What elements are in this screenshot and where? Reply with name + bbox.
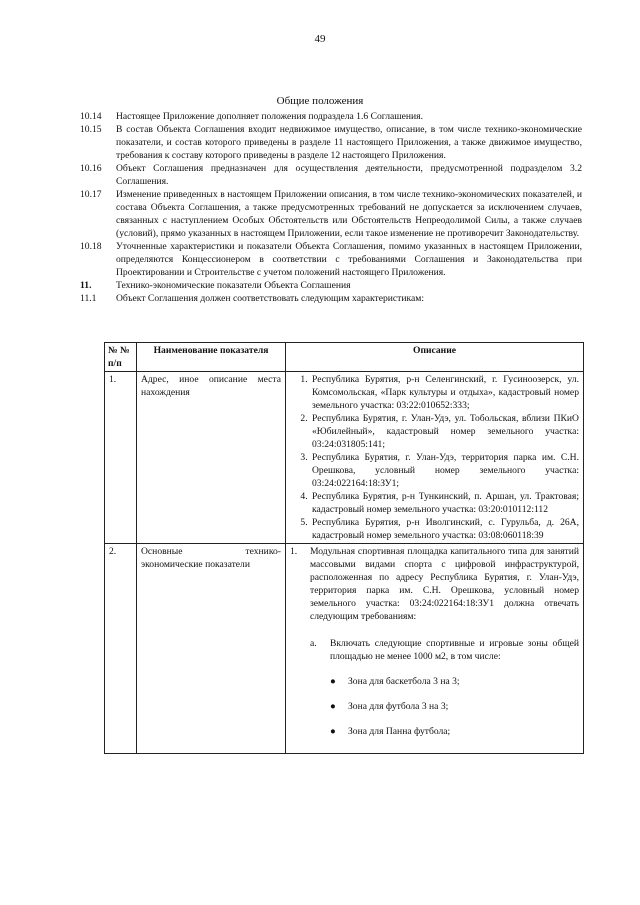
clause-11 xyxy=(80,279,582,292)
list-item: 4. Республика Бурятия, р-н Тункинский, п. Аршан, ул. Трактовая; кадастровый номер земельного участка: 03:20:010112:112 xyxy=(310,490,579,516)
list-item: 1. Республика Бурятия, р-н Селенгинский, г. Гусиноозерск, ул. Комсомольская, «Парк культуры и отдыха», кадастровый номер земельного участка: 03:22:010652:333; xyxy=(310,373,579,412)
clause-text: Объект Соглашения предназначен для осуществления деятельности, предусмотренной подразделом 3.2 Соглашения. xyxy=(116,163,582,187)
row-indicator-name: Основные технико-экономические показатели xyxy=(137,544,286,754)
list-item xyxy=(290,700,579,713)
clause-10-17 xyxy=(80,188,582,240)
row-description xyxy=(286,372,584,544)
clause-number: 11. xyxy=(80,280,92,291)
clause-10-16 xyxy=(80,162,582,188)
sub-requirement-text: Включать следующие спортивные и игровые зоны общей площадью не менее 1000 м2, в том числе: xyxy=(330,638,579,662)
clause-text: Настоящее Приложение дополняет положения подраздела 1.6 Соглашения. xyxy=(116,111,423,122)
clause-number: 10.17 xyxy=(80,189,102,200)
sub-requirement xyxy=(310,637,579,663)
table-header-row xyxy=(105,343,584,372)
zone-text: Зона для баскетбола 3 на 3; xyxy=(348,676,460,687)
clause-10-14 xyxy=(80,110,582,123)
section-heading: Общие положения xyxy=(276,95,364,107)
table-row xyxy=(105,544,584,754)
clause-number: 11.1 xyxy=(80,293,97,304)
clause-11-1 xyxy=(80,292,582,305)
header-number: № № п/п xyxy=(105,343,137,372)
list-item xyxy=(290,725,579,738)
requirement-text: Модульная спортивная площадка капитального типа для занятий массовыми видами спорта с цифровой инфраструктурой, расположенная по адресу Республика Бурятия, г. Улан-Удэ, территория парка им. С.Н. Орешкова, условный номер земельного участка: 03:24:022164:18:ЗУ1 должна отвечать следующим требованиям: xyxy=(310,546,579,622)
row-indicator-name: Адрес, иное описание места нахождения xyxy=(137,372,286,544)
page-number: 49 xyxy=(314,33,326,45)
clause-list xyxy=(80,110,582,305)
bullet-icon: ● xyxy=(330,726,336,737)
zone-text: Зона для футбола 3 на 3; xyxy=(348,701,449,712)
list-item xyxy=(290,675,579,688)
clause-number: 10.15 xyxy=(80,124,102,135)
list-item: 5. Республика Бурятия, р-н Иволгинский, с. Гурульба, д. 26А, кадастровый номер земельного участка: 03:08:060118:39 xyxy=(310,516,579,542)
sub-requirement-letter: а. xyxy=(310,638,317,649)
clause-text: Изменение приведенных в настоящем Приложении описания, в том числе технико-экономических показателей, и состава Объекта Соглашения, а также предусмотренных требований не допускается за исключением случаев, связанных с наступлением Особых Обстоятельств или Обстоятельств Непреодолимой Силы, а также случаев (условий), прямо указанных в настоящем Приложении, если такое изменение не противоречит Законодательству. xyxy=(116,189,582,239)
specs-table xyxy=(104,342,584,754)
header-indicator-name: Наименование показателя xyxy=(137,343,286,372)
zone-text: Зона для Панна футбола; xyxy=(348,726,451,737)
clause-text: Объект Соглашения должен соответствовать следующим характеристикам: xyxy=(116,293,425,304)
clause-10-18 xyxy=(80,240,582,279)
clause-10-15 xyxy=(80,123,582,162)
bullet-icon: ● xyxy=(330,676,336,687)
clause-text: Уточненные характеристики и показатели Объекта Соглашения, помимо указанных в настоящем Приложении, определяются Концессионером в соответствии с требованиями Соглашения и Законодательства при Проектировании и Строительстве с учетом положений настоящего Приложения. xyxy=(116,241,582,278)
clause-number: 10.16 xyxy=(80,163,102,174)
row-description xyxy=(286,544,584,754)
list-item: 3. Республика Бурятия, г. Улан-Удэ, территория парка им. С.Н. Орешкова, условный номер земельного участка: 03:24:022164:18:ЗУ1; xyxy=(310,451,579,490)
location-list xyxy=(290,373,579,542)
list-item: 2. Республика Бурятия, г. Улан-Удэ, ул. Тобольская, вблизи ПКиО «Юбилейный», кадастровый номер земельного участка: 03:24:031805:141; xyxy=(310,412,579,451)
table-row xyxy=(105,372,584,544)
clause-number: 10.18 xyxy=(80,241,102,252)
row-number: 2. xyxy=(105,544,137,754)
bullet-icon: ● xyxy=(330,701,336,712)
requirement-number: 1. xyxy=(290,546,298,557)
zone-list xyxy=(290,675,579,738)
header-description: Описание xyxy=(286,343,584,372)
row-number: 1. xyxy=(105,372,137,544)
clause-text: В состав Объекта Соглашения входит недвижимое имущество, описание, в том числе технико-экономические показатели, и состав которого приведены в разделе 11 настоящего Приложения, а также движимое имущество, требования к составу которого приведены в разделе 12 настоящего Приложения. xyxy=(116,124,582,161)
clause-text: Технико-экономические показатели Объекта Соглашения xyxy=(116,280,351,291)
requirement-item xyxy=(290,545,579,623)
clause-number: 10.14 xyxy=(80,111,102,122)
